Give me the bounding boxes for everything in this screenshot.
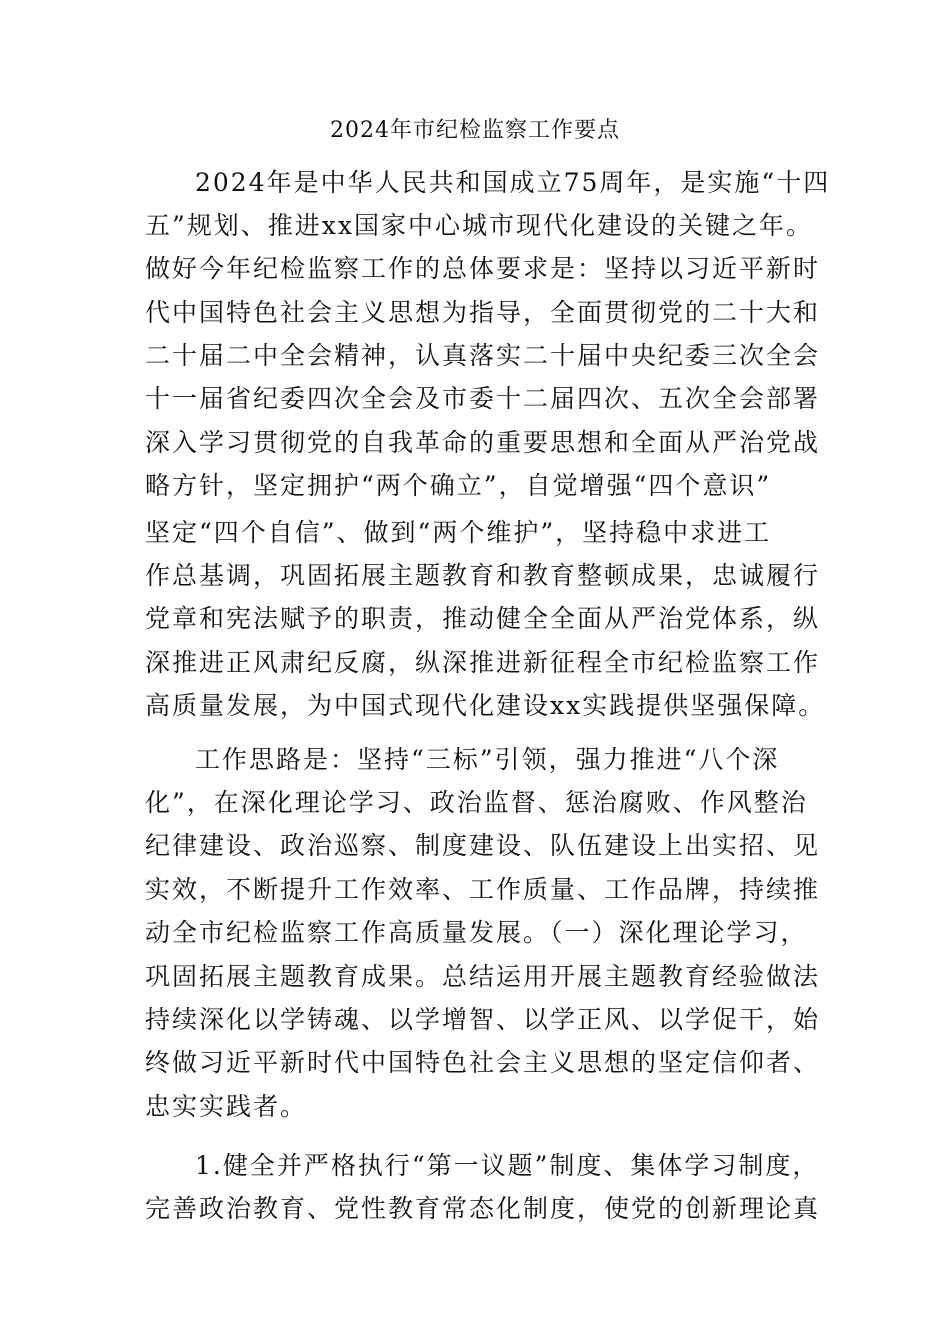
paragraph-1-line: 2024年是中华人民共和国成立75周年，是实施“十四 (195, 168, 831, 197)
paragraph-2-line: 工作思路是：坚持“三标”引领，强力推进“八个深 (195, 745, 780, 774)
paragraph-3-line: 完善政治教育、党性教育常态化制度，使党的创新理论真 (145, 1194, 821, 1223)
paragraph-1-line: 党章和宪法赋予的职责，推动健全全面从严治党体系，纵 (145, 604, 821, 633)
paragraph-2-line: 忠实实践者。 (145, 1092, 308, 1121)
paragraph-1-line: 五”规划、推进xx国家中心城市现代化建设的关键之年。 (145, 211, 813, 240)
paragraph-1-line: 做好今年纪检监察工作的总体要求是：坚持以习近平新时 (145, 254, 821, 283)
paragraph-1-line: 十一届省纪委四次全会及市委十二届四次、五次全会部署 (145, 384, 821, 413)
paragraph-3-line: 1.健全并严格执行“第一议题”制度、集体学习制度， (195, 1151, 820, 1180)
document-title: 2024年市纪检监察工作要点 (330, 118, 620, 143)
paragraph-1-line: 二十届二中全会精神，认真落实二十届中央纪委三次全会 (145, 341, 821, 370)
paragraph-1-line: 略方针，坚定拥护“两个确立”，自觉增强“四个意识” (145, 471, 772, 500)
paragraph-1-line: 高质量发展，为中国式现代化建设xx实践提供坚强保障。 (145, 691, 826, 720)
paragraph-1-line: 深推进正风肃纪反腐，纵深推进新征程全市纪检监察工作 (145, 648, 821, 677)
paragraph-1-line: 坚定“四个自信”、做到“两个维护”，坚持稳中求进工 (145, 518, 772, 547)
paragraph-2-line: 动全市纪检监察工作高质量发展。（一）深化理论学习， (145, 918, 808, 947)
paragraph-2-line: 化”，在深化理论学习、政治监督、惩治腐败、作风整治 (145, 788, 808, 817)
paragraph-2-line: 巩固拓展主题教育成果。总结运用开展主题教育经验做法 (145, 962, 821, 991)
paragraph-2-line: 持续深化以学铸魂、以学增智、以学正风、以学促干，始 (145, 1005, 821, 1034)
paragraph-1-line: 代中国特色社会主义思想为指导，全面贯彻党的二十大和 (145, 298, 821, 327)
paragraph-2-line: 实效，不断提升工作效率、工作质量、工作品牌，持续推 (145, 875, 821, 904)
paragraph-1-line: 深入学习贯彻党的自我革命的重要思想和全面从严治党战 (145, 428, 821, 457)
paragraph-2-line: 终做习近平新时代中国特色社会主义思想的坚定信仰者、 (145, 1048, 821, 1077)
paragraph-2-line: 纪律建设、政治巡察、制度建设、队伍建设上出实招、见 (145, 831, 821, 860)
paragraph-1-line: 作总基调，巩固拓展主题教育和教育整顿成果，忠诚履行 (145, 561, 821, 590)
